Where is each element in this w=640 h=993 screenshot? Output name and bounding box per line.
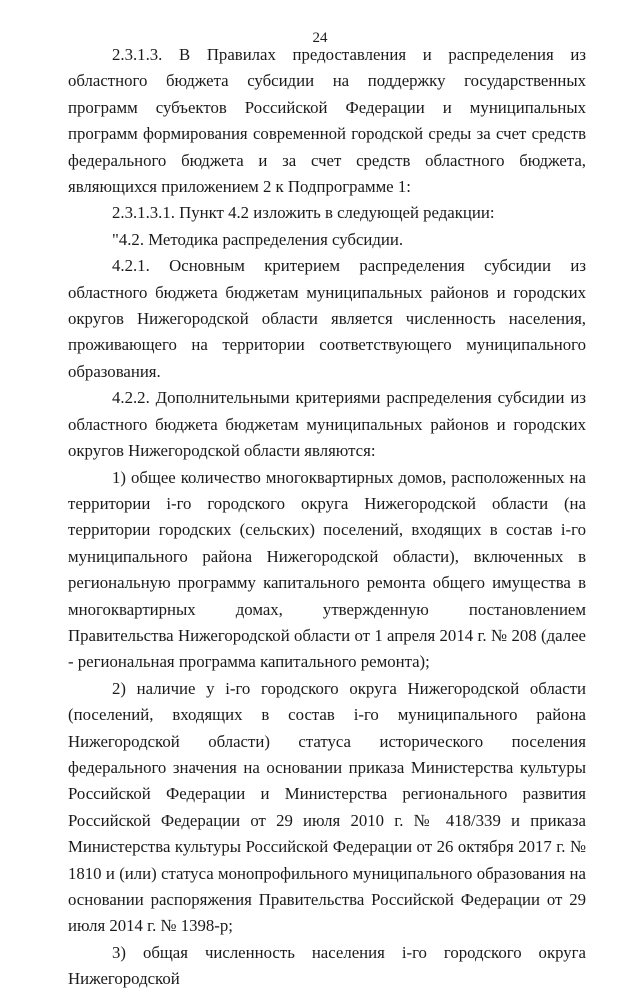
list-item-2: 2) наличие у i-го городского округа Нижегородской области (поселений, входящих в состав i-го муниципального района Нижегородской области) статуса исторического поселения федерального значения на основании приказа Министерства культуры Российской Федерации и Министерства регионального развития Российской Федерации от 29 июля 2010 г. № 418/339 и приказа Министерства культуры Российской Федерации от 26 октября 2017 г. № 1810 и (или) статуса монопрофильного муниципального образования на основании распоряжения Правительства Российской Федерации от 29 июля 2014 г. № 1398-р; xyxy=(68,678,586,936)
paragraph-4-2-1: 4.2.1. Основным критерием распределения субсидии из областного бюджета бюджетам муниципальных районов и городских округов Нижегородской области является численность населения, проживающего на территории соответствующего муниципального образования. xyxy=(68,256,586,381)
paragraph-2-3-1-3: 2.3.1.3. В Правилах предоставления и распределения из областного бюджета субсидии на поддержку государственных программ субъектов Российской Федерации и муниципальных программ формирования современной городской среды за счет средств федерального бюджета и за счет средств областного бюджета, являющихся приложением 2 к Подпрограмме 1: xyxy=(68,45,586,197)
page-number: 24 xyxy=(312,30,328,46)
document-body xyxy=(68,42,586,993)
paragraph-4-2-2: 4.2.2. Дополнительными критериями распределения субсидии из областного бюджета бюджетам муниципальных районов и городских округов Нижегородской области являются: xyxy=(68,388,586,461)
paragraph-2-3-1-3-1: 2.3.1.3.1. Пункт 4.2 изложить в следующей редакции: xyxy=(112,203,495,223)
paragraph-4-2-heading: "4.2. Методика распределения субсидии. xyxy=(112,229,404,249)
list-item-3: 3) общая численность населения i-го городского округа Нижегородской xyxy=(68,942,586,989)
list-item-1: 1) общее количество многоквартирных домов, расположенных на территории i-го городского округа Нижегородской области (на территории городских (сельских) поселений, входящих в состав i-го муниципального района Нижегородской области), включенных в региональную программу капитального ремонта общего имущества в многоквартирных домах, утвержденную постановлением Правительства Нижегородской области от 1 апреля 2014 г. № 208 (далее - региональная программа капитального ремонта); xyxy=(68,467,586,672)
